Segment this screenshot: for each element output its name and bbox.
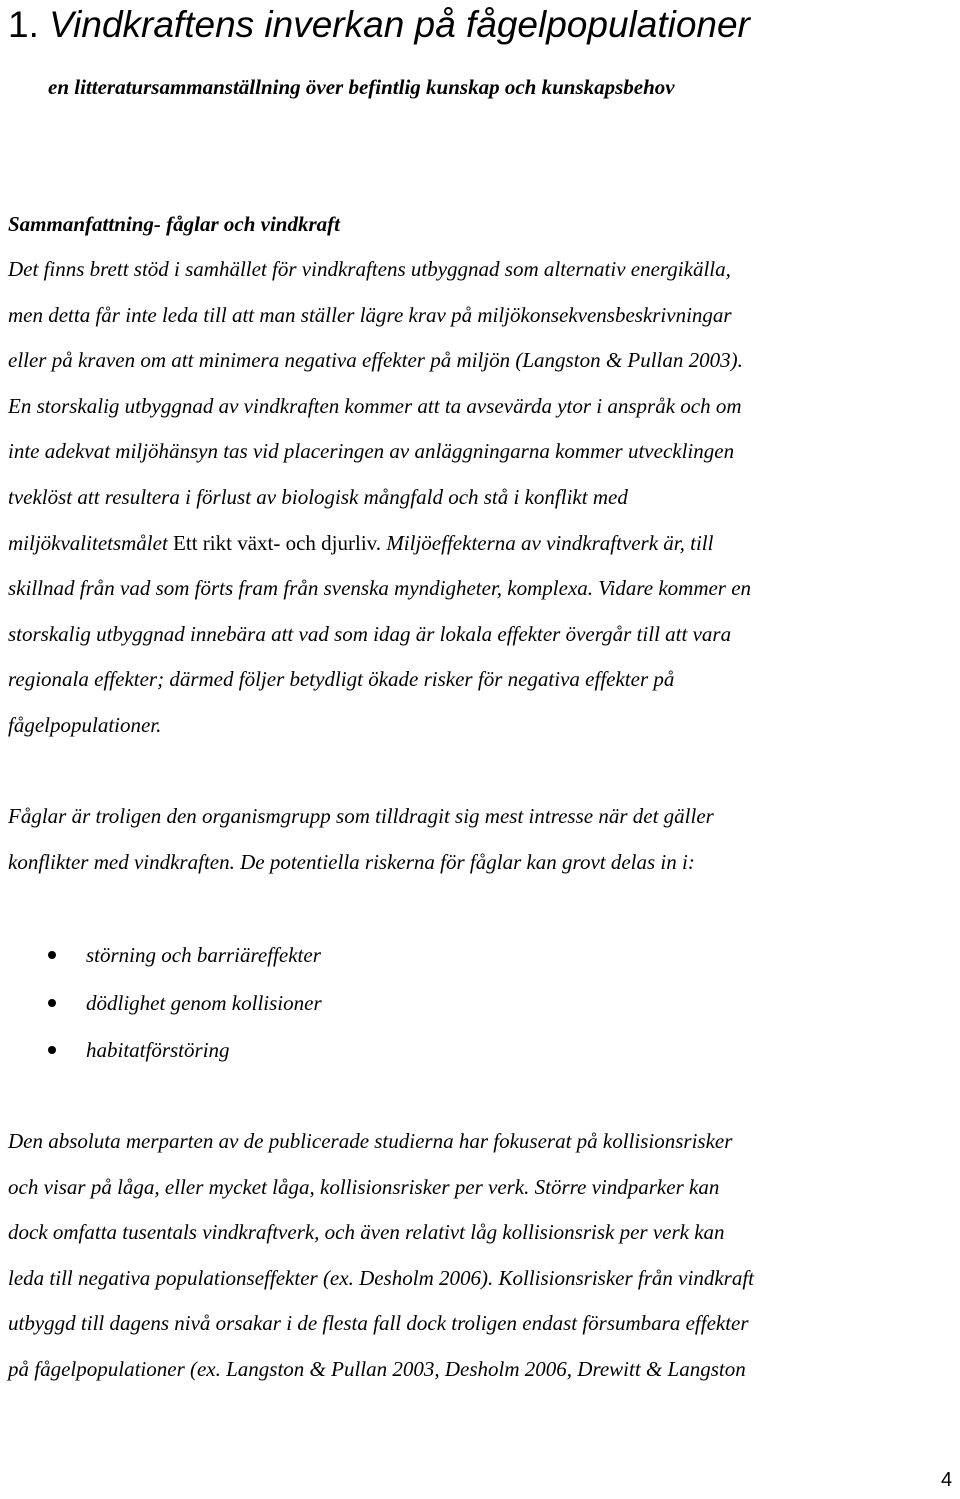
list-item [8,980,322,1028]
paragraph-line: leda till negativa populationseffekter (ex. Desholm 2006). Kollisionsrisker från vindkraft [8,1265,754,1290]
list-item-text: dödlighet genom kollisioner [86,990,322,1015]
paragraph-line: dock omfatta tusentals vindkraftverk, och även relativt låg kollisionsrisk per verk kan [8,1220,725,1245]
section-title: Sammanfattning- fåglar och vindkraft [8,212,340,236]
paragraph-line: skillnad från vad som förts fram från svenska myndigheter, komplexa. Vidare kommer en [8,576,752,601]
list-item [8,932,322,980]
paragraph-line: konflikter med vindkraften. De potentiella riskerna för fåglar kan grovt delas in i: [8,849,695,874]
paragraph-line: inte adekvat miljöhänsyn tas vid placeringen av anläggningarna kommer utvecklingen [8,439,735,464]
paragraph-line: på fågelpopulationer (ex. Langston & Pullan 2003, Desholm 2006, Drewitt & Langston [8,1356,746,1381]
paragraph-line: storskalig utbyggnad innebära att vad som idag är lokala effekter övergår till att vara [8,621,732,646]
paragraph-line: Fåglar är troligen den organismgrupp som tilldragit sig mest intresse när det gäller [8,804,714,828]
document-subtitle: en litteratursammanställning över befintlig kunskap och kunskapsbehov [48,75,675,99]
list-item-text: habitatförstöring [86,1038,230,1062]
paragraph-line: och visar på låga, eller mycket låga, kollisionsrisker per verk. Större vindparker kan [8,1174,720,1199]
line-italic-tail: Miljöeffekterna av vindkraftverk är, till [381,530,714,555]
list-item [8,1027,322,1075]
paragraph-line: Det finns brett stöd i samhället för vindkraftens utbyggnad som alternativ energikälla, [8,257,731,281]
paragraph-studies [8,1119,953,1393]
page-number: 4 [941,1469,953,1491]
paragraph-line: eller på kraven om att minimera negativa effekter på miljön (Langston & Pullan 2003). [8,348,743,373]
paragraph-line: fågelpopulationer. [8,712,162,737]
paragraph-birds [8,794,953,885]
paragraph-summary [8,247,953,749]
paragraph-line-mixed [8,521,953,567]
paragraph-line: regionala effekter; därmed följer betydligt ökade risker för negativa effekter på [8,667,675,692]
line-italic-part: miljökvalitetsmålet [8,530,174,555]
paragraph-line: utbyggd till dagens nivå orsakar i de flesta fall dock troligen endast försumbara effekter [8,1311,749,1336]
paragraph-line: Den absoluta merparten av de publicerade studierna har fokuserat på kollisionsrisker [8,1129,733,1153]
heading-number: 1. [8,4,39,45]
paragraph-line: tveklöst att resultera i förlust av biologisk mångfald och stå i konflikt med [8,484,628,509]
document-heading [8,2,750,48]
list-item-text: störning och barriäreffekter [86,943,321,967]
environmental-goal-name: Ett rikt växt- och djurliv. [173,530,382,555]
bullet-icon [48,1046,56,1054]
heading-text: Vindkraftens inverkan på fågelpopulationer [49,4,750,45]
bullet-icon [48,999,56,1007]
bullet-icon [48,951,56,959]
paragraph-line: En storskalig utbyggnad av vindkraften kommer att ta avsevärda ytor i anspråk och om [8,393,742,418]
risk-list [8,932,322,1075]
paragraph-line: men detta får inte leda till att man ställer lägre krav på miljökonsekvensbeskrivningar [8,302,732,327]
